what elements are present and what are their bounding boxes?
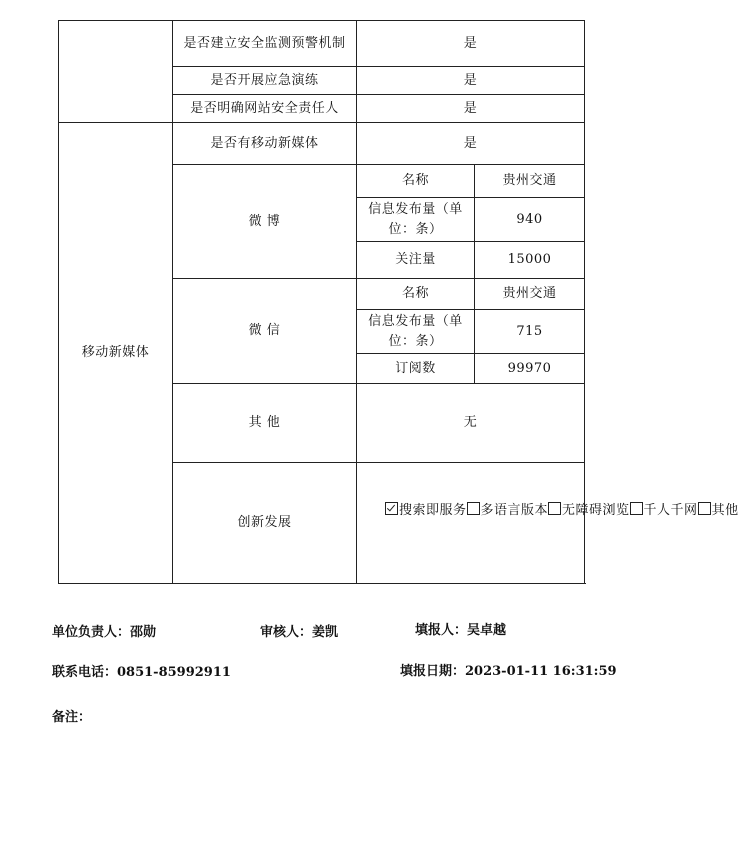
has-media-label: 是否有移动新媒体 — [173, 123, 357, 165]
wechat-name-value: 贵州交通 — [475, 279, 585, 310]
weibo-posts-value: 940 — [475, 198, 585, 242]
innovation-options — [357, 463, 739, 584]
checkbox-label-3: 无障碍浏览 — [562, 503, 630, 518]
other-label: 其 他 — [173, 384, 357, 463]
checkbox-label-2: 多语言版本 — [480, 503, 549, 518]
has-media-value: 是 — [357, 123, 585, 165]
wechat-label: 微 信 — [173, 279, 357, 384]
weibo-name-label: 名称 — [357, 165, 475, 198]
warning-value: 是 — [357, 21, 585, 67]
wechat-subscribers-value: 99970 — [475, 354, 585, 384]
security-section-cell — [59, 21, 173, 123]
reviewer: 审核人：姜凯 — [260, 625, 339, 640]
checkbox-label-1: 搜索即服务 — [399, 503, 467, 518]
unit-head: 单位负责人：邵勋 — [52, 625, 157, 640]
other-value: 无 — [357, 384, 585, 463]
drill-value: 是 — [357, 67, 585, 95]
wechat-posts-value: 715 — [475, 310, 585, 354]
notes-label: 备注： — [52, 710, 92, 725]
checkbox-2[interactable] — [467, 502, 480, 515]
weibo-name-value: 贵州交通 — [475, 165, 585, 198]
checkbox-3[interactable] — [548, 502, 561, 515]
innovation-label: 创新发展 — [173, 463, 357, 584]
wechat-posts-label: 信息发布量（单位：条） — [357, 310, 475, 354]
checkbox-1[interactable] — [385, 502, 398, 515]
report-table — [58, 20, 739, 584]
media-section-label: 移动新媒体 — [59, 123, 173, 584]
wechat-name-label: 名称 — [357, 279, 475, 310]
fill-date: 填报日期：2023-01-11 16:31:59 — [400, 664, 617, 679]
warning-label: 是否建立安全监测预警机制 — [173, 21, 357, 67]
filler: 填报人：吴卓越 — [415, 623, 507, 638]
phone: 联系电话：0851-85992911 — [52, 665, 231, 680]
checkbox-label-5: 其他 — [711, 503, 739, 518]
weibo-posts-label: 信息发布量（单位：条） — [357, 198, 475, 242]
drill-label: 是否开展应急演练 — [173, 67, 357, 95]
wechat-subscribers-label: 订阅数 — [357, 354, 475, 384]
checkbox-5[interactable] — [698, 502, 711, 515]
weibo-followers-value: 15000 — [475, 242, 585, 279]
weibo-label: 微 博 — [173, 165, 357, 279]
weibo-followers-label: 关注量 — [357, 242, 475, 279]
checkbox-label-4: 千人千网 — [643, 503, 698, 518]
checkbox-4[interactable] — [630, 502, 643, 515]
responsible-value: 是 — [357, 95, 585, 123]
responsible-label: 是否明确网站安全责任人 — [173, 95, 357, 123]
